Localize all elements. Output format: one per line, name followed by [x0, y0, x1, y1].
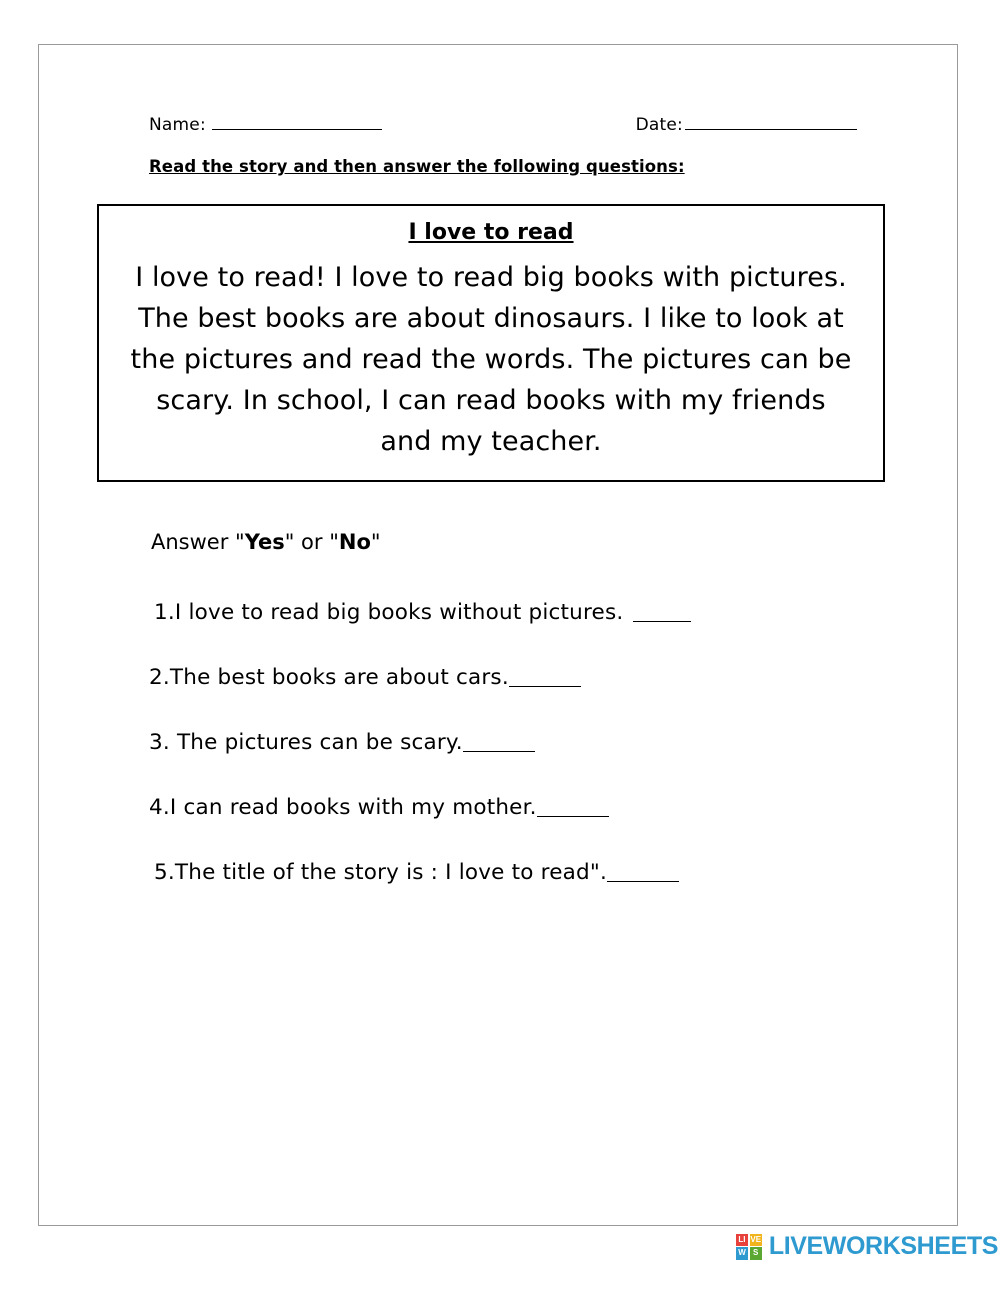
answer-prompt-yes: Yes — [244, 530, 285, 555]
date-label: Date: — [635, 115, 683, 135]
question-3-text: The pictures can be scary. — [176, 730, 463, 756]
question-5-number: 5. — [154, 860, 175, 886]
question-1-answer-blank[interactable] — [633, 621, 691, 622]
answer-prompt-pre: Answer " — [151, 530, 245, 555]
logo-letter-2: VE — [750, 1234, 762, 1246]
question-1-number: 1. — [154, 600, 175, 626]
question-3 — [149, 730, 859, 755]
name-date-row — [149, 115, 859, 135]
question-2-answer-blank[interactable] — [509, 686, 581, 687]
answer-prompt-mid: " or " — [284, 530, 339, 555]
question-2 — [149, 665, 859, 690]
logo-squares-icon — [736, 1234, 762, 1260]
question-1 — [154, 600, 859, 625]
story-text: I love to read! I love to read big books with pictures. The best books are about dinosaurs. I like to look at the pictures and read the words. The pictures can be scary. In school, I can read books with my friends and my teacher. — [130, 262, 852, 458]
question-5-answer-blank[interactable] — [607, 881, 679, 882]
logo-letter-4: S — [750, 1247, 762, 1259]
question-2-text: The best books are about cars. — [169, 665, 509, 691]
name-field[interactable] — [149, 115, 382, 135]
question-1-text: I love to read big books without pictures. — [174, 600, 624, 626]
question-5 — [154, 860, 859, 885]
question-2-number: 2. — [149, 665, 170, 691]
logo-letter-3: W — [736, 1247, 748, 1259]
answer-prompt-no: No — [338, 530, 371, 555]
question-4-text: I can read books with my mother. — [169, 795, 537, 821]
instruction-text: Read the story and then answer the following questions: — [149, 157, 685, 176]
story-title: I love to read — [408, 220, 574, 245]
logo-letter-1: LI — [736, 1234, 748, 1246]
liveworksheets-logo[interactable] — [736, 1232, 998, 1261]
brand-name: LIVEWORKSHEETS — [768, 1232, 998, 1260]
answer-prompt-post: " — [370, 530, 381, 555]
question-4-number: 4. — [149, 795, 170, 821]
question-3-answer-blank[interactable] — [463, 751, 535, 752]
question-4 — [149, 795, 859, 820]
date-field[interactable] — [636, 115, 857, 135]
worksheet-content — [130, 115, 859, 886]
question-5-text: The title of the story is : I love to read". — [174, 860, 608, 886]
question-4-answer-blank[interactable] — [537, 816, 609, 817]
worksheet-page — [38, 44, 958, 1226]
name-blank-line[interactable] — [212, 128, 382, 130]
name-label: Name: — [149, 115, 206, 135]
date-blank-line[interactable] — [685, 128, 857, 130]
answer-prompt — [151, 530, 859, 554]
story-box — [97, 204, 885, 482]
question-3-number: 3. — [149, 730, 177, 756]
